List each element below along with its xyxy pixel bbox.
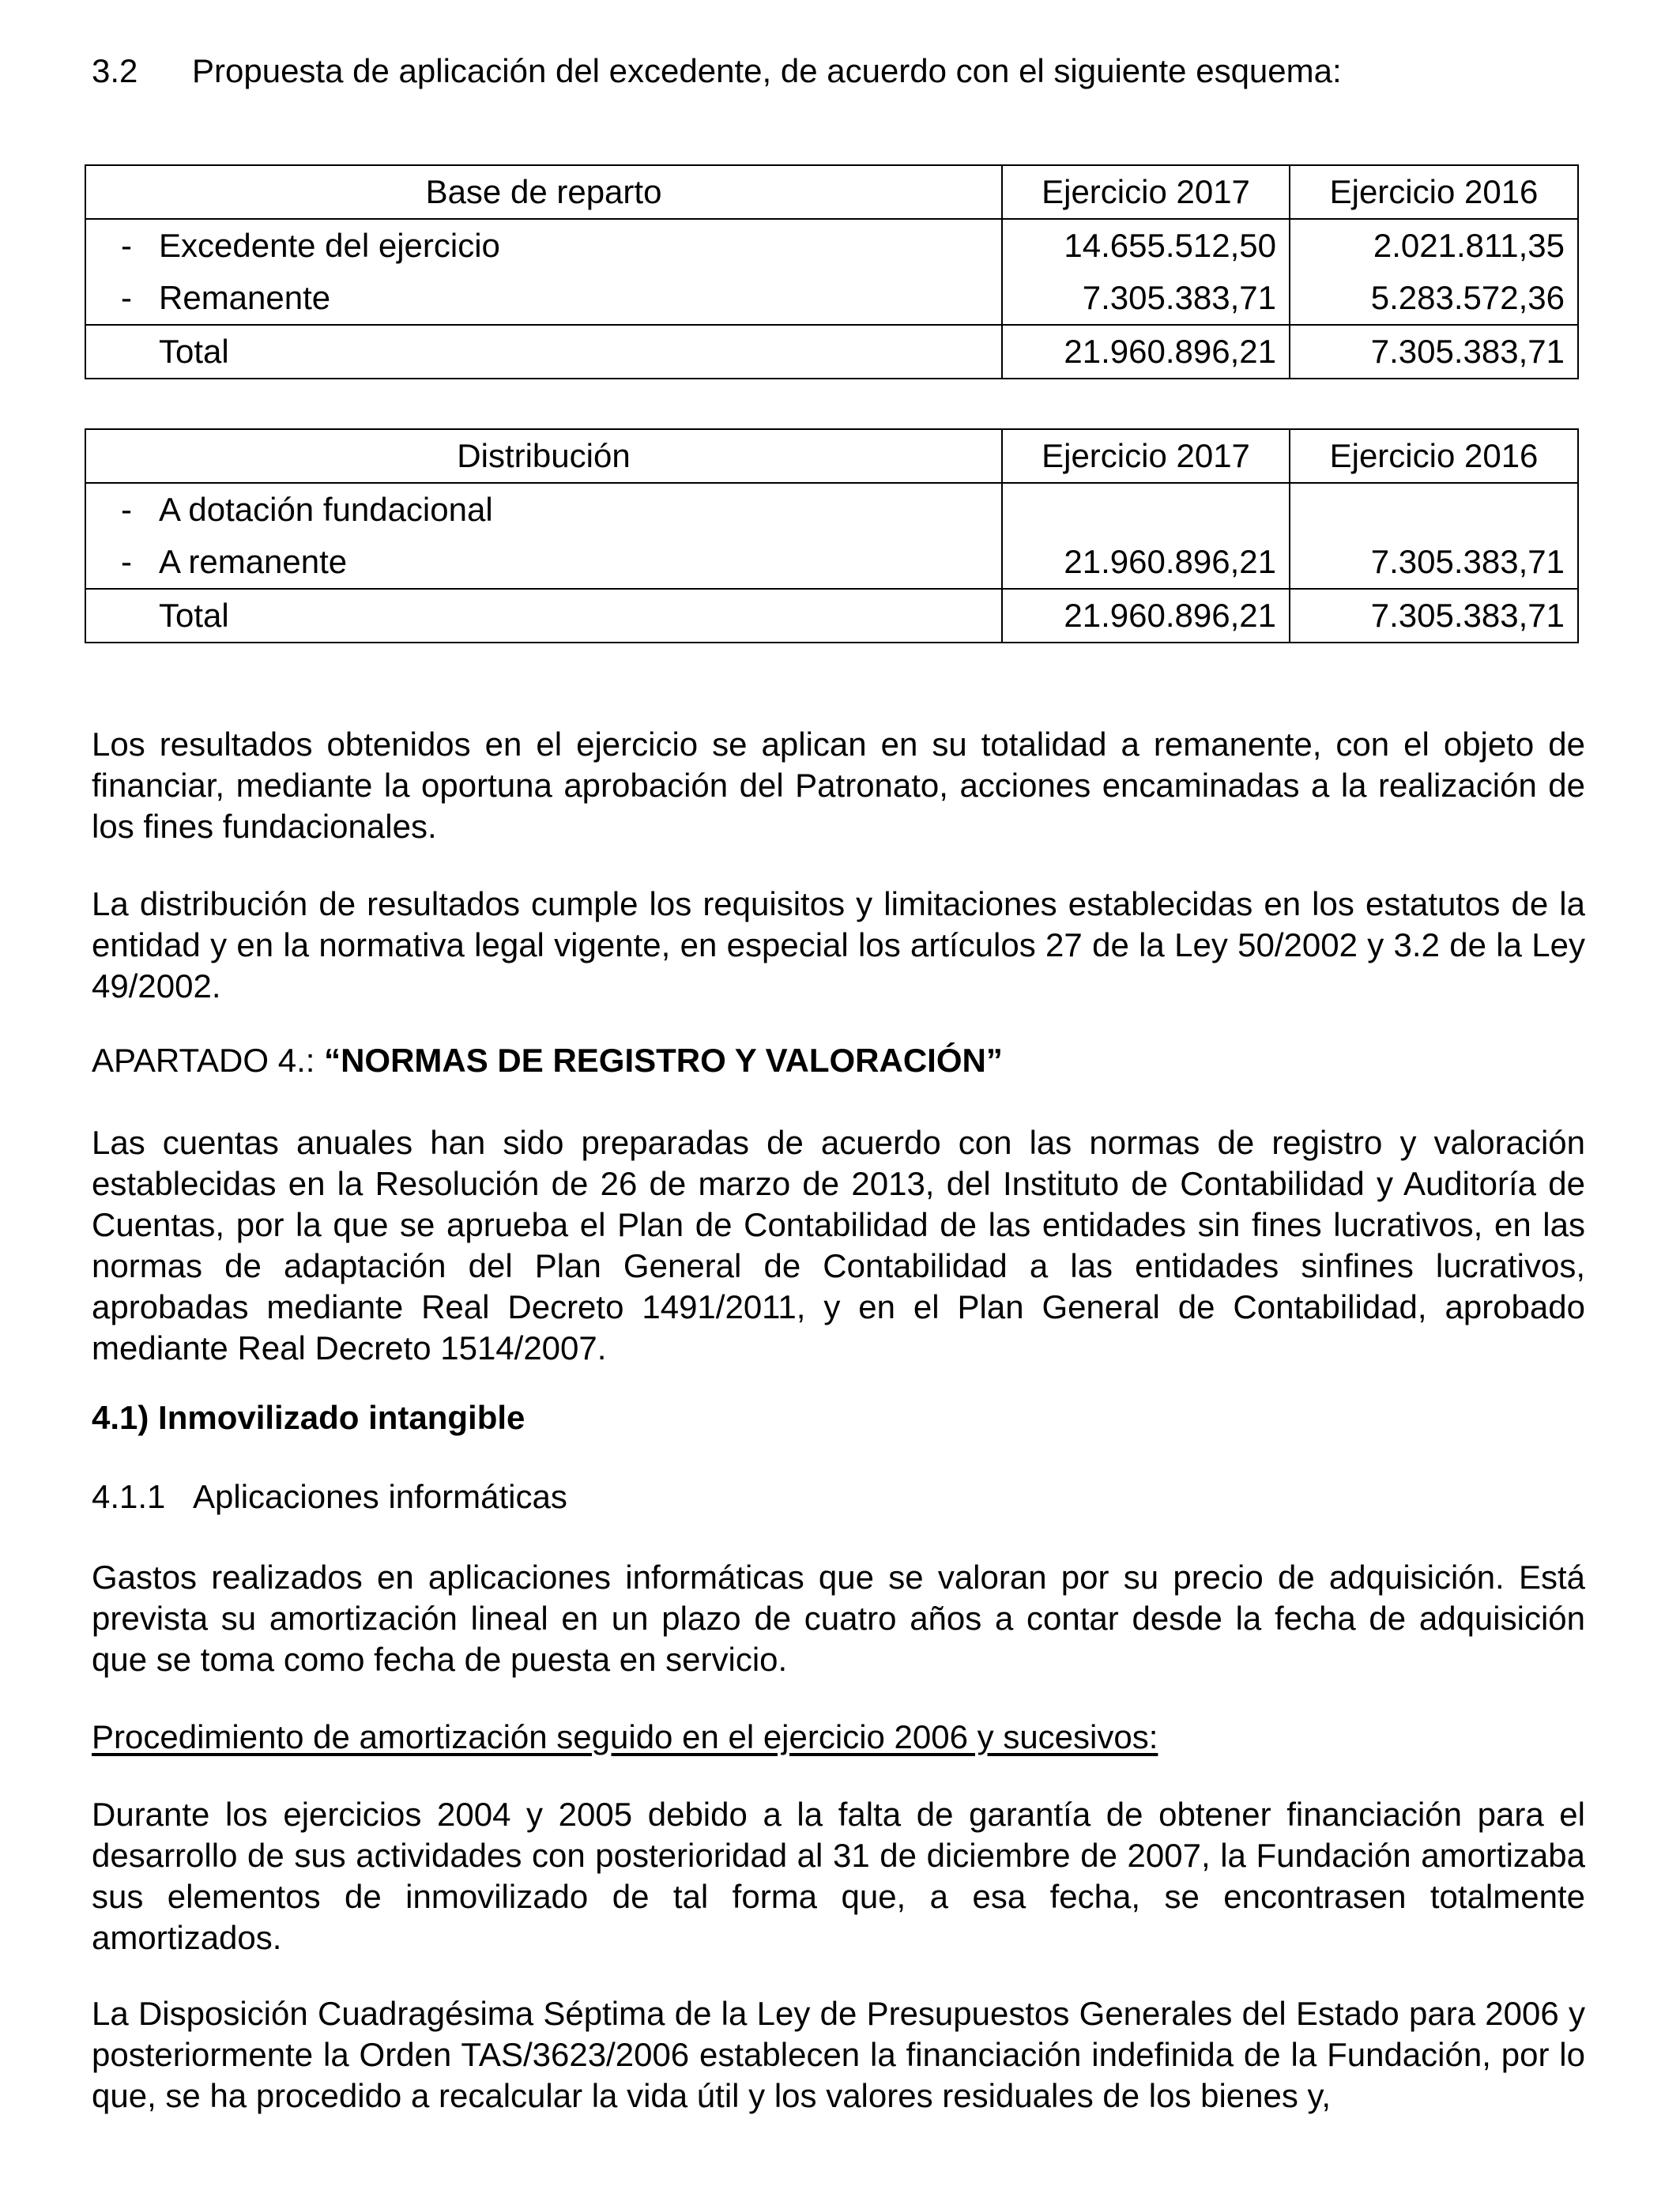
row-label: - Remanente [85,272,1002,325]
value-2016: 5.283.572,36 [1290,272,1578,325]
value-2016: 2.021.811,35 [1290,219,1578,272]
header-cell: Ejercicio 2016 [1290,165,1578,219]
table-row [85,272,1578,325]
total-2016: 7.305.383,71 [1290,589,1578,643]
value-2017 [1002,483,1290,536]
header-cell: Ejercicio 2016 [1290,429,1578,483]
paragraph-disposicion: La Disposición Cuadragésima Séptima de la Ley de Presupuestos Generales del Estado para 2006 y posteriormente la Orden TAS/3623/2006 establecen la financiación indefinida de la Fundación, por lo que, se ha procedido a recalcular la vida útil y los valores residuales de los bienes y, [92,1995,1585,2114]
total-label: Total [85,589,1002,643]
row-label: - A dotación fundacional [85,483,1002,536]
value-2017: 7.305.383,71 [1002,272,1290,325]
paragraph-aplicaciones: Gastos realizados en aplicaciones informáticas que se valoran por su precio de adquisición. Está prevista su amortización lineal en un plazo de cuatro años a contar desde la fecha de adquisición que se toma como fecha de puesta en servicio. [92,1559,1585,1678]
total-2017: 21.960.896,21 [1002,325,1290,379]
header-cell: Distribución [85,429,1002,483]
value-2017: 14.655.512,50 [1002,219,1290,272]
heading-4-1-1 [92,1476,567,1517]
apartado-title: “NORMAS DE REGISTRO Y VALORACIÓN” [324,1042,1003,1079]
section-3-2-heading [92,51,1342,92]
table-row [85,536,1578,589]
total-2017: 21.960.896,21 [1002,589,1290,643]
row-label: - A remanente [85,536,1002,589]
apartado-4-heading [92,1040,1003,1081]
table-header-row [85,165,1578,219]
table-row [85,483,1578,536]
table-header-row [85,429,1578,483]
distribucion-table [85,428,1579,643]
header-cell: Base de reparto [85,165,1002,219]
table-row [85,219,1578,272]
apartado-prefix: APARTADO 4.: [92,1042,325,1079]
underlined-heading: Procedimiento de amortización seguido en el ejercicio 2006 y sucesivos: [92,1718,1158,1755]
total-label: Total [85,325,1002,379]
total-2016: 7.305.383,71 [1290,325,1578,379]
section-title: Propuesta de aplicación del excedente, de acuerdo con el siguiente esquema: [192,52,1342,89]
row-label: - Excedente del ejercicio [85,219,1002,272]
paragraph-cuentas-anuales: Las cuentas anuales han sido preparadas de acuerdo con las normas de registro y valoración establecidas en la Resolución de 26 de marzo de 2013, del Instituto de Contabilidad y Auditoría de Cuentas, por la que se aprueba el Plan de Contabilidad de las entidades sin fines lucrativos, en las normas de adaptación del Plan General de Contabilidad a las entidades sinfines lucrativos, aprobadas mediante Real Decreto 1491/2011, y en el Plan General de Contabilidad, aprobado mediante Real Decreto 1514/2007. [92,1124,1585,1367]
value-2017: 21.960.896,21 [1002,536,1290,589]
paragraph-resultados: Los resultados obtenidos en el ejercicio se aplican en su totalidad a remanente, con el objeto de financiar, mediante la oportuna aprobación del Patronato, acciones encaminadas a la realización de los fines fundacionales. [92,726,1585,845]
heading-4-1: 4.1) Inmovilizado intangible [92,1399,525,1436]
table-total-row [85,589,1578,643]
section-number: 3.2 [92,52,138,89]
table-total-row [85,325,1578,379]
header-cell: Ejercicio 2017 [1002,429,1290,483]
value-2016: 7.305.383,71 [1290,536,1578,589]
paragraph-ejercicios-2004-2005: Durante los ejercicios 2004 y 2005 debido a la falta de garantía de obtener financiación para el desarrollo de sus actividades con posterioridad al 31 de diciembre de 2007, la Fundación amortizaba sus elementos de inmovilizado de tal forma que, a esa fecha, se encontrasen totalmente amortizados. [92,1796,1585,1956]
subsection-title: Aplicaciones informáticas [193,1478,567,1515]
base-reparto-table [85,164,1579,379]
paragraph-distribucion: La distribución de resultados cumple los requisitos y limitaciones establecidas en los estatutos de la entidad y en la normativa legal vigente, en especial los artículos 27 de la Ley 50/2002 y 3.2 de la Ley 49/2002. [92,885,1585,1005]
value-2016 [1290,483,1578,536]
subsection-number: 4.1.1 [92,1478,166,1515]
header-cell: Ejercicio 2017 [1002,165,1290,219]
